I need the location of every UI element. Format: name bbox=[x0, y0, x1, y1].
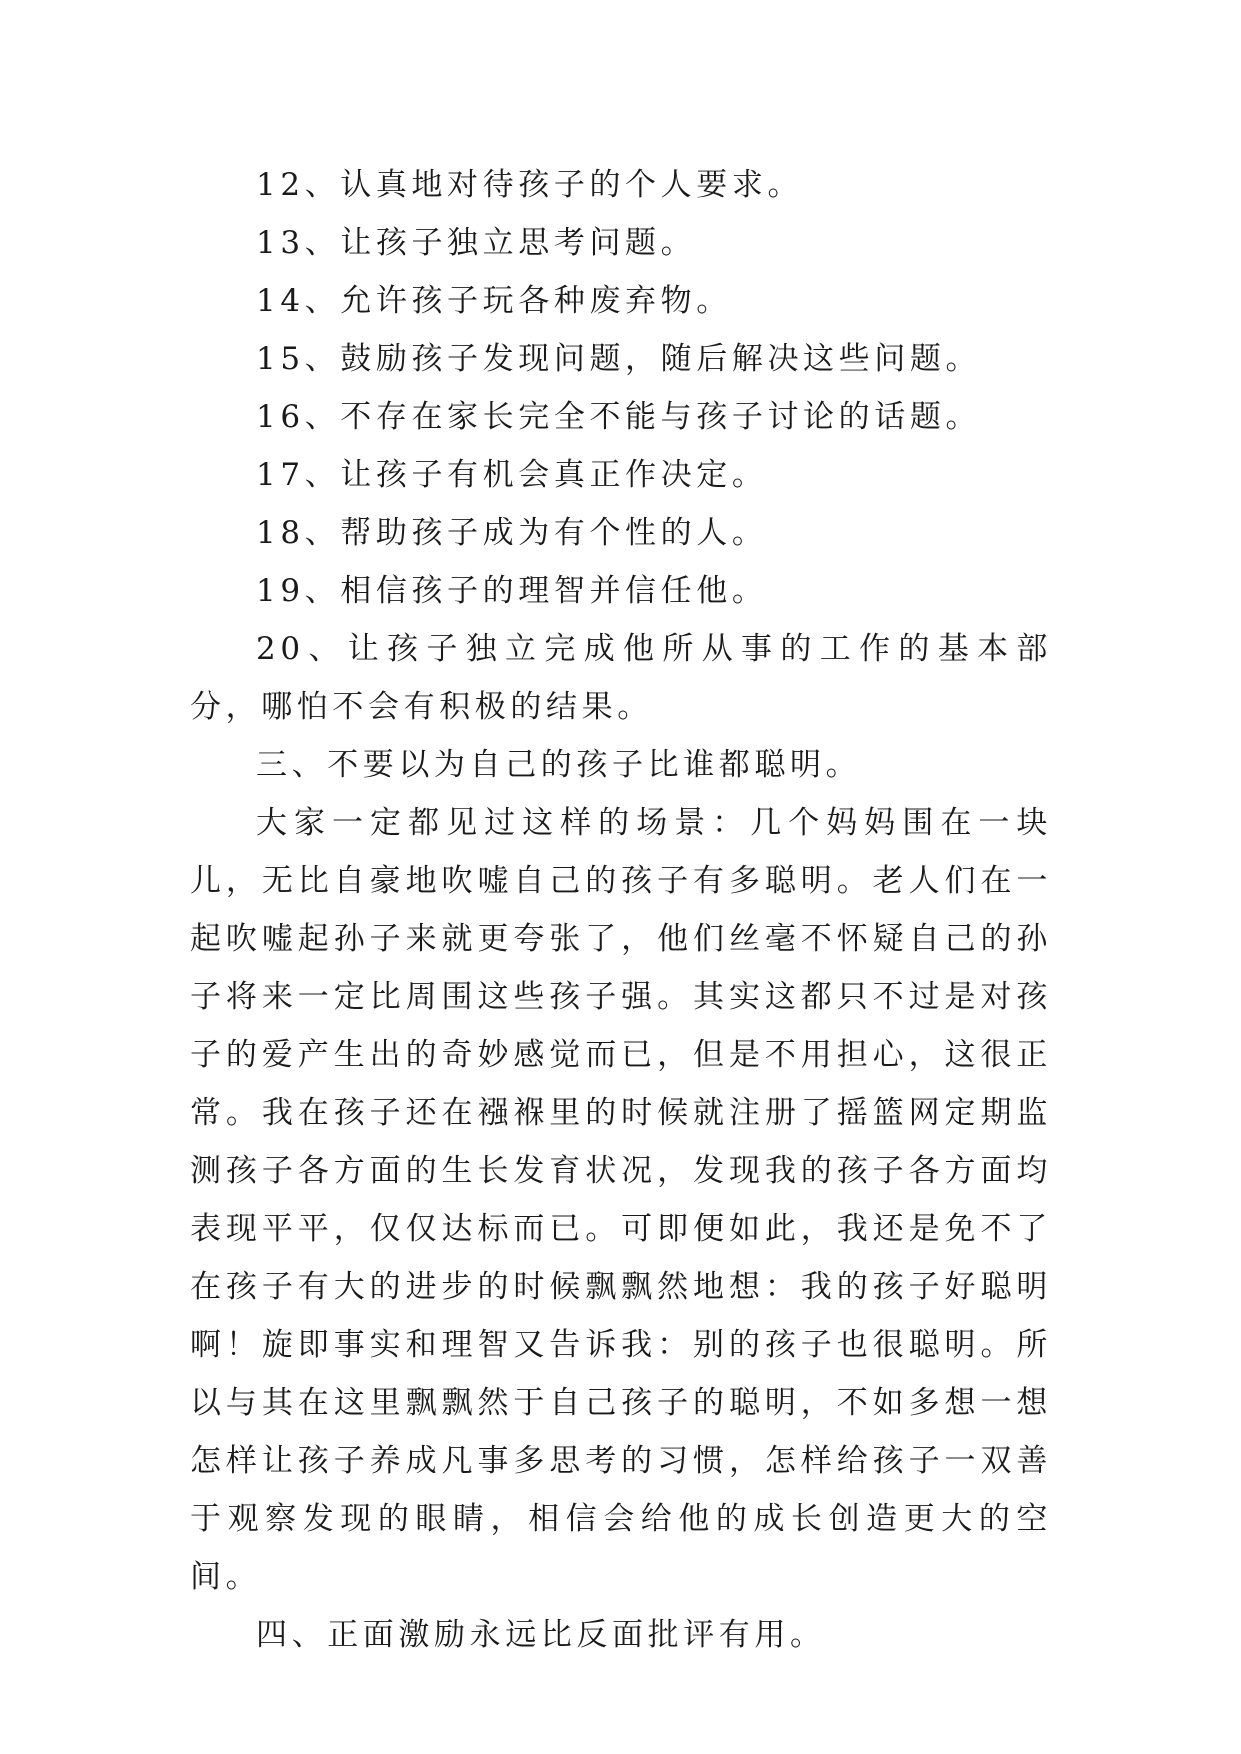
section-paragraph-3: 大家一定都见过这样的场景：几个妈妈围在一块儿，无比自豪地吹嘘自己的孩子有多聪明。老人们在一起吹嘘起孙子来就更夸张了，他们丝毫不怀疑自己的孙子将来一定比周围这些孩子强。其实这都只不过是对孩子的爱产生出的奇妙感觉而已，但是不用担心，这很正常。我在孩子还在襁褓里的时候就注册了摇篮网定期监测孩子各方面的生长发育状况，发现我的孩子各方面均表现平平，仅仅达标而已。可即便如此，我还是免不了在孩子有大的进步的时候飘飘然地想：我的孩子好聪明啊！旋即事实和理智又告诉我：别的孩子也很聪明。所以与其在这里飘飘然于自己孩子的聪明，不如多想一想怎样让孩子养成凡事多思考的习惯，怎样给孩子一双善于观察发现的眼睛，相信会给他的成长创造更大的空间。 bbox=[190, 805, 1052, 1595]
list-item-20: 20、让孩子独立完成他所从事的工作的基本部分，哪怕不会有积极的结果。 bbox=[190, 631, 1052, 725]
section-heading-3: 三、不要以为自己的孩子比谁都聪明。 bbox=[256, 747, 862, 783]
list-item-14: 14、允许孩子玩各种废弃物。 bbox=[256, 283, 732, 319]
list-item-19: 19、相信孩子的理智并信任他。 bbox=[256, 573, 768, 609]
list-item-16: 16、不存在家长完全不能与孩子讨论的话题。 bbox=[256, 399, 982, 435]
list-item-12: 12、认真地对待孩子的个人要求。 bbox=[256, 167, 804, 203]
list-item-18: 18、帮助孩子成为有个性的人。 bbox=[256, 515, 768, 551]
list-item-13: 13、让孩子独立思考问题。 bbox=[256, 225, 697, 261]
document-body bbox=[190, 156, 1052, 1664]
section-heading-4: 四、正面激励永远比反面批评有用。 bbox=[256, 1617, 826, 1653]
list-item-17: 17、让孩子有机会真正作决定。 bbox=[256, 457, 768, 493]
list-item-15: 15、鼓励孩子发现问题，随后解决这些问题。 bbox=[256, 341, 982, 377]
